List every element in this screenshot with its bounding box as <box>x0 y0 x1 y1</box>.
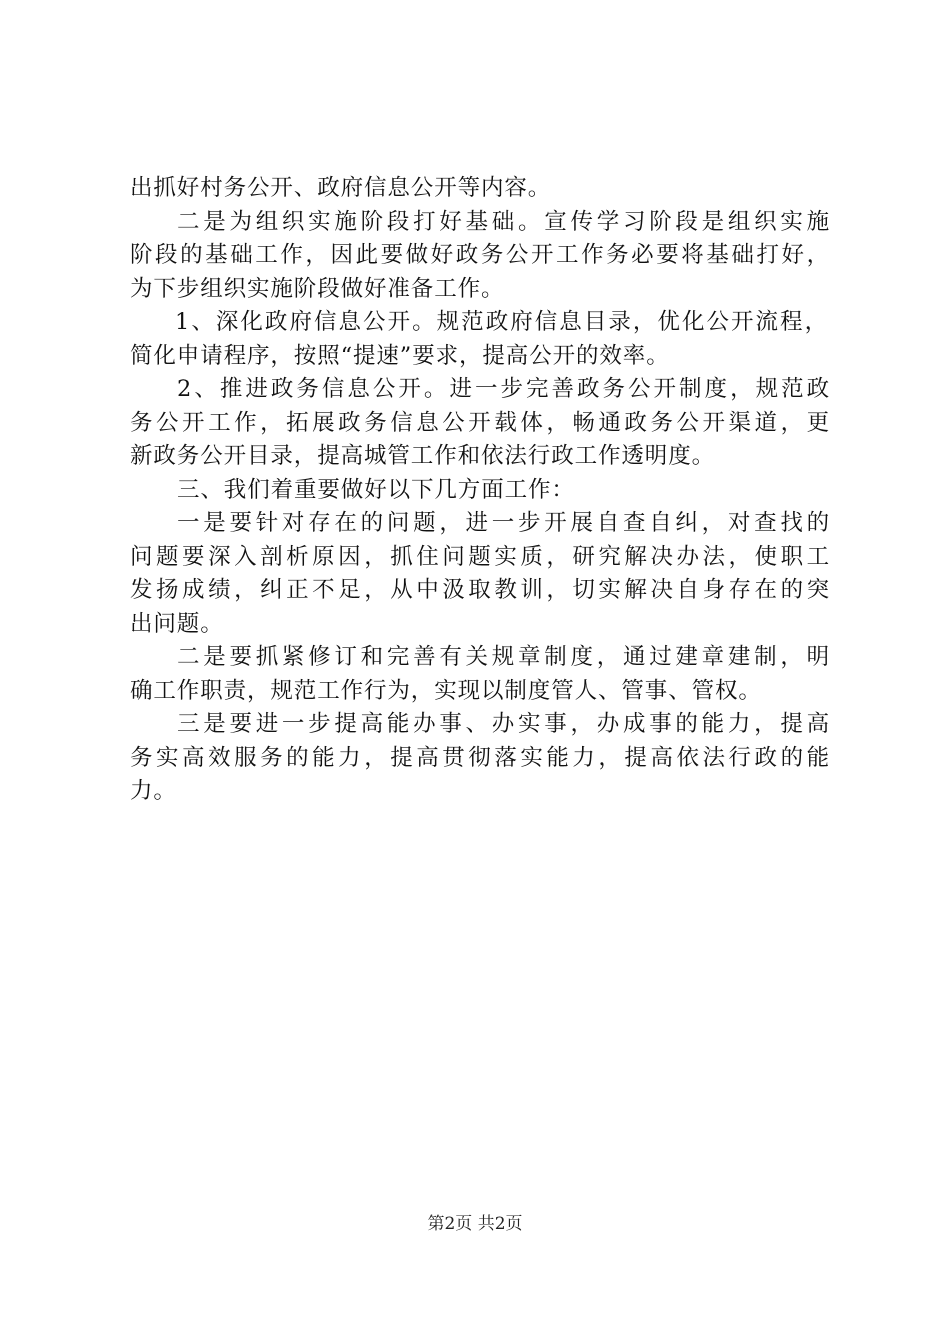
paragraph-line: 二是要抓紧修订和完善有关规章制度，通过建章建制，明 <box>177 644 830 670</box>
paragraph-line: 三是要进一步提高能办事、办实事，办成事的能力，提高 <box>177 711 830 737</box>
paragraph-line: 新政务公开目录，提高城管工作和依法行政工作透明度。 <box>130 443 716 469</box>
paragraph-line: 1、深化政府信息公开。规范政府信息目录，优化公开流程， <box>175 309 828 335</box>
paragraph-line: 出抓好村务公开、政府信息公开等内容。 <box>130 175 552 201</box>
paragraph-line: 发扬成绩，纠正不足，从中汲取教训，切实解决自身存在的突 <box>130 577 830 603</box>
paragraph-line: 出问题。 <box>130 610 224 637</box>
paragraph-line: 务公开工作，拓展政务信息公开载体，畅通政务公开渠道，更 <box>130 409 830 436</box>
paragraph-line: 一是要针对存在的问题，进一步开展自查自纠，对查找的 <box>177 510 830 536</box>
paragraph-line: 力。 <box>130 778 177 804</box>
paragraph-line: 确工作职责，规范工作行为，实现以制度管人、管事、管权。 <box>130 677 762 704</box>
paragraph-line: 问题要深入剖析原因，抓住问题实质，研究解决办法，使职工 <box>130 543 830 570</box>
paragraph-line: 为下步组织实施阶段做好准备工作。 <box>130 275 505 302</box>
paragraph-line: 二是为组织实施阶段打好基础。宣传学习阶段是组织实施 <box>177 208 830 235</box>
page-number-footer: 第2页 共2页 <box>427 1214 523 1234</box>
document-body <box>130 172 830 809</box>
paragraph-line: 阶段的基础工作，因此要做好政务公开工作务必要将基础打好， <box>130 242 830 268</box>
paragraph-line: 务实高效服务的能力，提高贯彻落实能力，提高依法行政的能 <box>130 744 830 771</box>
paragraph-line: 2、推进政务信息公开。进一步完善政务公开制度，规范政 <box>177 376 830 402</box>
paragraph-line: 三、我们着重要做好以下几方面工作： <box>177 476 575 503</box>
paragraph-line: 简化申请程序，按照“提速”要求，提高公开的效率。 <box>130 342 670 369</box>
